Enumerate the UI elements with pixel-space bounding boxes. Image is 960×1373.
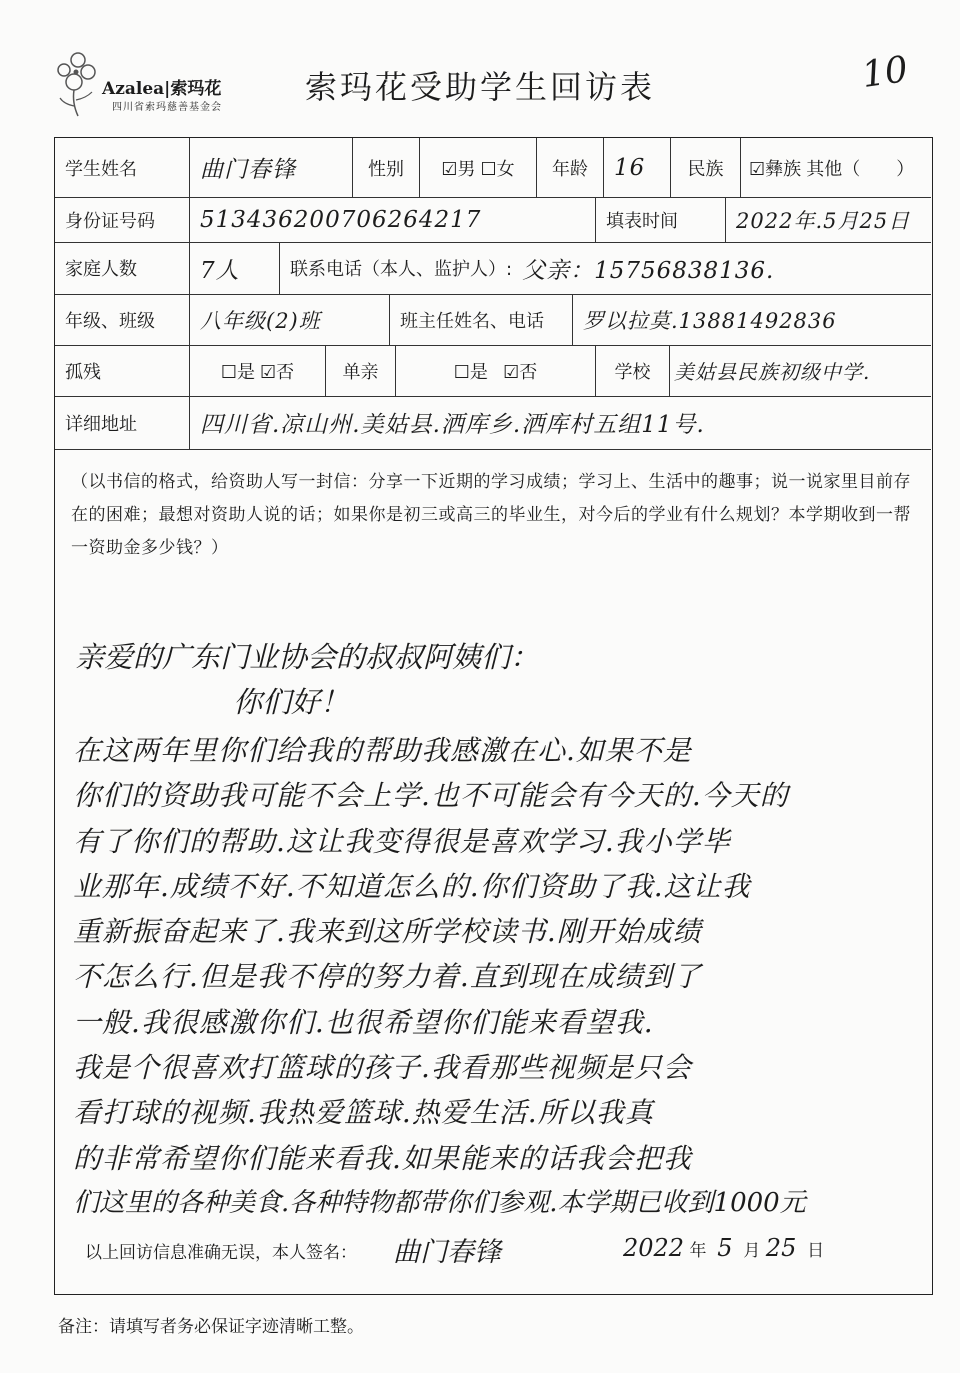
teacher-cell (573, 294, 931, 345)
letter-line: 一般.我很感激你们.也很希望你们能来看望我. (73, 1005, 654, 1039)
student-name-label: 学生姓名 (65, 158, 137, 180)
school-value: 美姑县民族初级中学. (674, 360, 871, 384)
letter-greeting: 你们好！ (233, 685, 350, 719)
letter-line: 看打球的视频.我热爱篮球.热爱生活.所以我真 (73, 1096, 654, 1130)
ethnicity-label-cell (671, 138, 741, 197)
gender-options-cell (420, 138, 537, 197)
letter-salutation: 亲爱的广东门业协会的叔叔阿姨们： (75, 640, 540, 674)
grade-label: 年级、班级 (65, 310, 155, 332)
orphan-no-checkbox[interactable]: ☑否 (260, 361, 295, 383)
form-row-id (55, 197, 931, 243)
ethnicity-yi-checkbox[interactable]: ☑彝族 (749, 158, 802, 180)
teacher-label-cell (390, 294, 573, 345)
page-title: 索玛花受助学生回访表 (304, 68, 655, 106)
sign-date-month-unit: 月 (743, 1241, 761, 1261)
letter-line: 在这两年里你们给我的帮助我感激在心.如果不是 (73, 734, 692, 767)
letter-line: 我是个很喜欢打篮球的孩子.我看那些视频是只会 (73, 1051, 692, 1085)
gender-label: 性别 (368, 158, 404, 180)
id-cell (190, 197, 596, 242)
student-name-cell (190, 138, 353, 197)
gender-male-checkbox[interactable]: ☑男 (441, 158, 476, 180)
school-label-cell (596, 345, 670, 396)
letter-line: 不怎么行.但是我不停的努力着.直到现在成绩到了 (73, 960, 702, 994)
orphan-yes-checkbox[interactable]: ☐是 (220, 361, 255, 383)
single-parent-yes-checkbox[interactable]: ☐是 (453, 361, 488, 383)
single-parent-options-cell (396, 345, 596, 396)
school-cell (670, 345, 931, 396)
grade-label-cell (55, 294, 190, 345)
page-number: 10 (859, 49, 911, 96)
age-label: 年龄 (552, 158, 588, 180)
ethnicity-options-cell (741, 138, 931, 197)
age-cell (604, 138, 671, 197)
form-row-family (55, 242, 931, 295)
age-label-cell (537, 138, 604, 197)
form-row-grade (55, 294, 931, 346)
sign-date-year-unit: 年 (689, 1241, 707, 1261)
visit-form (54, 137, 933, 1295)
gender-label-cell (353, 138, 420, 197)
family-count-value: 7人 (200, 257, 240, 284)
fill-time-value: 2022年.5月25日 (736, 208, 911, 233)
letter-body (73, 728, 923, 1226)
sign-date-year: 2022 (623, 1234, 685, 1262)
phone-value: 父亲：15756838136. (522, 257, 775, 284)
letter-line: 业那年.成绩不好.不知道怎么的.你们资助了我.这让我 (73, 869, 751, 903)
ethnicity-label: 民族 (687, 158, 724, 180)
phone-label: 联系电话（本人、监护人）: (290, 259, 513, 280)
family-count-cell (190, 242, 280, 294)
phone-cell (280, 242, 931, 294)
student-name-value: 曲门春锋 (200, 157, 296, 183)
orphan-label: 孤残 (65, 361, 101, 383)
orphan-options-cell (190, 345, 326, 396)
letter-line: 有了你们的帮助.这让我变得很是喜欢学习.我小学毕 (73, 824, 731, 858)
student-signature: 曲门春锋 (393, 1237, 501, 1268)
single-parent-label-cell (326, 345, 396, 396)
letter-line: 们这里的各种美食.各种特物都带你们参观.本学期已收到1000元 (73, 1187, 806, 1218)
letter-line: 的非常希望你们能来看我.如果能来的话我会把我 (73, 1141, 692, 1175)
fill-time-label: 填表时间 (606, 210, 678, 232)
id-number-value: 513436200706264217 (200, 206, 482, 233)
logo-foundation-name: 四川省索玛慈善基金会 (112, 102, 222, 113)
form-row-orphan (55, 345, 931, 397)
page-header (0, 0, 960, 130)
sign-date (623, 1234, 824, 1262)
school-label: 学校 (614, 361, 651, 383)
address-cell (190, 396, 931, 449)
logo-brand-text: Azalea|索玛花 (102, 79, 222, 99)
sign-date-month: 5 (717, 1234, 733, 1262)
single-parent-label: 单亲 (342, 361, 379, 383)
letter-line: 你们的资助我可能不会上学.也不可能会有今天的.今天的 (73, 779, 789, 813)
sign-date-day-unit: 日 (807, 1241, 825, 1261)
grade-value: 八年级(2)班 (200, 308, 321, 333)
family-count-label-cell (55, 242, 190, 294)
address-value: 四川省.凉山州.美姑县.洒库乡.洒库村五组11号. (200, 412, 705, 438)
address-label-cell (55, 396, 190, 449)
letter-instructions: （以书信的格式，给资助人写一封信：分享一下近期的学习成绩；学习上、生活中的趣事；说一说家里目前存在的困难；最想对资助人说的话；如果你是初三或高三的毕业生，对今后的学业有什么规划？本学期收到一帮一资助金多少钱？） (71, 472, 911, 558)
teacher-value: 罗以拉莫.13881492836 (583, 308, 837, 333)
teacher-label: 班主任姓名、电话 (400, 310, 544, 332)
family-count-label: 家庭人数 (65, 259, 137, 280)
age-value: 16 (614, 154, 646, 181)
fill-time-cell (726, 197, 931, 242)
ethnicity-other-option[interactable]: 其他（ ） (806, 158, 915, 180)
address-label: 详细地址 (65, 413, 137, 435)
sign-date-day: 25 (765, 1234, 797, 1262)
id-label: 身份证号码 (65, 210, 155, 232)
student-name-label-cell (55, 138, 190, 197)
fill-time-label-cell (596, 197, 726, 242)
form-row-address (55, 396, 931, 450)
gender-female-checkbox[interactable]: ☐女 (480, 158, 515, 180)
id-label-cell (55, 197, 190, 242)
form-row-basic-info (55, 138, 931, 198)
single-parent-no-checkbox[interactable]: ☑否 (503, 361, 538, 383)
orphan-label-cell (55, 345, 190, 396)
confirm-statement: 以上回访信息准确无误，本人签名： (85, 1243, 357, 1263)
footnote: 备注：请填写者务必保证字迹清晰工整。 (58, 1317, 364, 1337)
letter-line: 重新振奋起来了.我来到这所学校读书.刚开始成绩 (73, 915, 702, 949)
grade-cell (190, 294, 390, 345)
